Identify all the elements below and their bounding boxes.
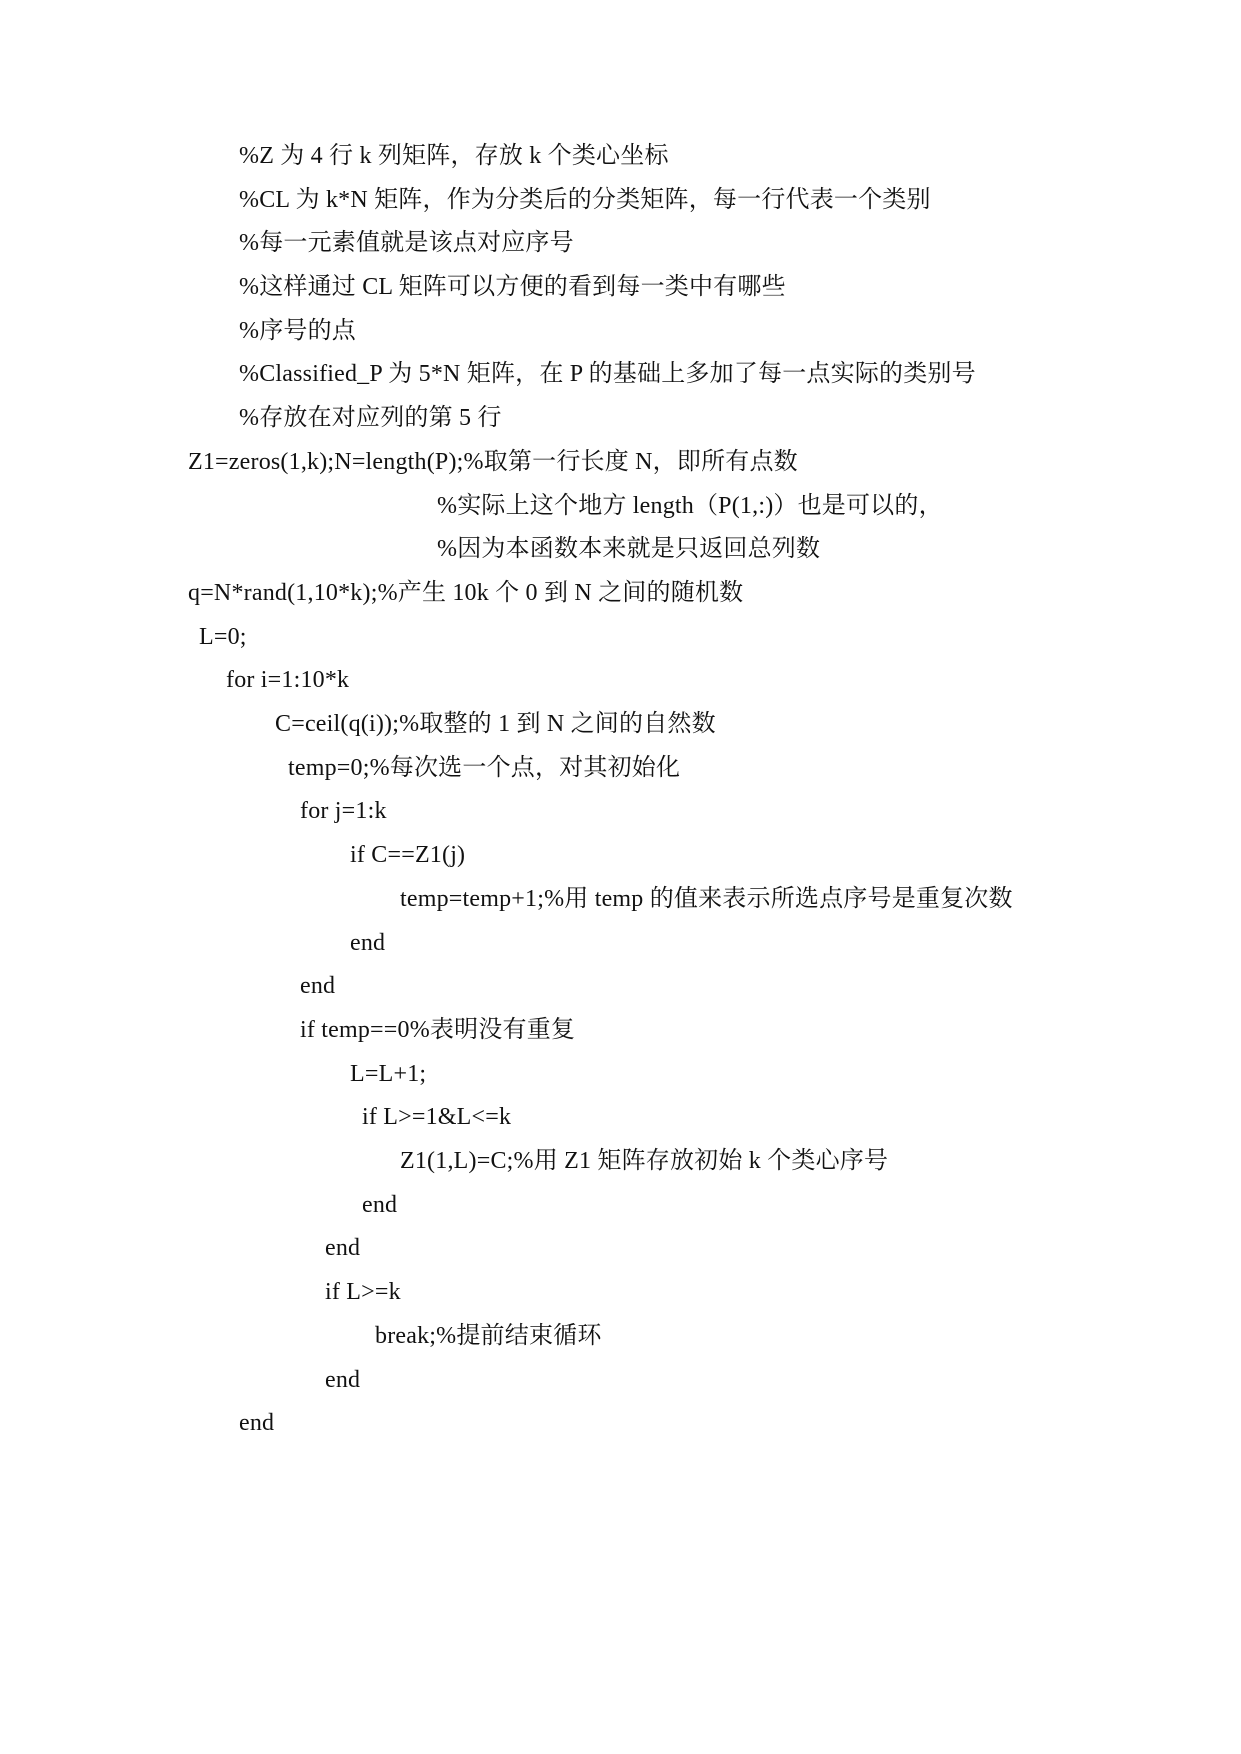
code-line-end-if-l-k: end — [325, 1367, 361, 1393]
code-line-comment-length: %实际上这个地方 length（P(1,:)）也是可以的， — [437, 493, 943, 519]
code-line-if-c: if C==Z1(j) — [350, 842, 466, 868]
code-line-break: break;%提前结束循环 — [375, 1323, 602, 1349]
code-line-comment-classified: %Classified_P 为 5*N 矩阵，在 P 的基础上多加了每一点实际的类别号 — [239, 361, 976, 387]
code-line-c-ceil: C=ceil(q(i));%取整的 1 到 N 之间的自然数 — [275, 711, 716, 737]
code-line-comment-index: %序号的点 — [239, 318, 356, 344]
code-line-z1-assign: Z1(1,L)=C;%用 Z1 矩阵存放初始 k 个类心序号 — [400, 1148, 889, 1174]
code-line-if-l-k: if L>=k — [325, 1279, 401, 1305]
code-line-l-inc: L=L+1; — [350, 1061, 427, 1087]
code-line-comment-z: %Z 为 4 行 k 列矩阵，存放 k 个类心坐标 — [239, 143, 669, 169]
code-line-z1-init: Z1=zeros(1,k);N=length(P);%取第一行长度 N，即所有点数 — [188, 449, 798, 475]
code-line-comment-cl: %CL 为 k*N 矩阵，作为分类后的分类矩阵，每一行代表一个类别 — [239, 187, 931, 213]
code-line-temp-init: temp=0;%每次选一个点，对其初始化 — [288, 755, 681, 781]
code-line-if-temp: if temp==0%表明没有重复 — [300, 1017, 576, 1043]
code-line-for-i: for i=1:10*k — [226, 667, 350, 693]
code-line-comment-row5: %存放在对应列的第 5 行 — [239, 405, 502, 431]
code-line-l-init: L=0; — [199, 624, 247, 650]
code-line-end-if-c: end — [350, 930, 386, 956]
code-line-for-j: for j=1:k — [300, 798, 387, 824]
code-line-end-for-j: end — [300, 973, 336, 999]
code-line-end-if-l-range: end — [362, 1192, 398, 1218]
code-line-comment-columns: %因为本函数本来就是只返回总列数 — [437, 536, 821, 562]
code-line-temp-inc: temp=temp+1;%用 temp 的值来表示所选点序号是重复次数 — [400, 886, 1013, 912]
code-line-q-rand: q=N*rand(1,10*k);%产生 10k 个 0 到 N 之间的随机数 — [188, 580, 744, 606]
code-line-comment-element: %每一元素值就是该点对应序号 — [239, 230, 574, 256]
code-line-end-if-temp: end — [325, 1235, 361, 1261]
code-line-comment-cl-view: %这样通过 CL 矩阵可以方便的看到每一类中有哪些 — [239, 274, 786, 300]
code-line-end-for-i: end — [239, 1410, 275, 1436]
code-line-if-l-range: if L>=1&L<=k — [362, 1104, 512, 1130]
